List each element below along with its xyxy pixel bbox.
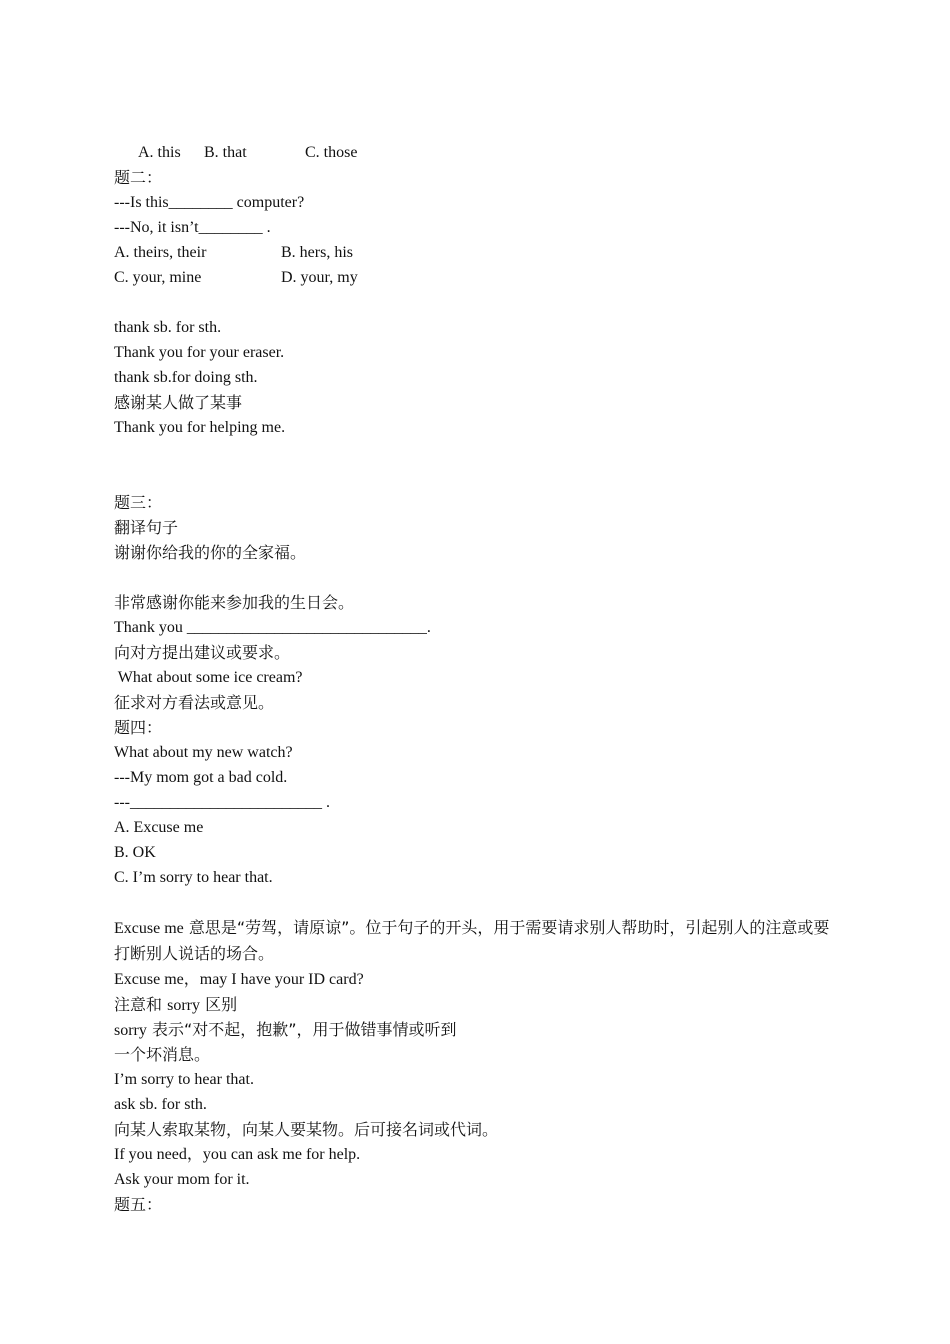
q3-line-7: 征求对方看法或意见。 [114,693,275,712]
q4-option-c: C. I’m sorry to hear that. [114,869,273,886]
q1-option-c: C. those [305,144,358,161]
q2-option-a: A. theirs, their [114,244,207,261]
note2-p1-cn: 意思是“劳驾，请原谅”。位于句子的开头，用于需要请求别人帮助时，引起别人的注意或要打断别人说话的场合。 [114,918,830,963]
q3-line-3: 非常感谢你能来参加我的生日会。 [114,593,355,612]
q2-option-b: B. hers, his [281,244,353,261]
note2-l4-cn: 表示“对不起，抱歉”，用于做错事情或听到 [146,1020,457,1039]
q3-heading: 题三： [114,493,163,512]
q2-options-row-1 [114,240,844,265]
note2-l3-cn2: 区别 [199,995,238,1014]
note1-line-3: thank sb.for doing sth. [114,369,258,386]
q3-line-2: 谢谢你给我的你的全家福。 [114,543,307,562]
q2-option-c: C. your, mine [114,269,202,286]
note2-line-9: If you need，you can ask me for help. [114,1146,361,1163]
q2-option-d: D. your, my [281,269,358,286]
q4-line-3: ---________________________ . [114,794,330,811]
q3-line-4: Thank you ______________________________. [114,619,431,636]
note1-line-5: Thank you for helping me. [114,419,286,436]
note2-line-3 [114,992,844,1017]
note1-line-4: 感谢某人做了某事 [114,393,243,412]
q2-heading: 题二： [114,168,163,187]
note2-l3-en: sorry [167,997,200,1014]
note2-line-8: 向某人索取某物，向某人要某物。后可接名词或代词。 [114,1120,499,1139]
q4-line-1: What about my new watch? [114,744,293,761]
q2-options-row-2 [114,265,844,290]
q3-line-1: 翻译句子 [114,518,179,537]
q1-options [114,115,844,161]
document-content [114,115,844,1217]
note1-line-2: Thank you for your eraser. [114,344,285,361]
note2-l4-en: sorry [114,1022,147,1039]
q4-option-a: A. Excuse me [114,819,204,836]
note2-line-2: Excuse me，may I have your ID card? [114,971,364,988]
q4-heading: 题四： [114,718,163,737]
note2-l3-cn1: 注意和 [114,995,168,1014]
q4-option-b: B. OK [114,844,156,861]
q1-option-b: B. that [204,144,247,161]
note2-p1-en: Excuse me [114,920,184,937]
q1-option-a: A. this [138,144,181,161]
q4-line-2: ---My mom got a bad cold. [114,769,288,786]
note2-line-7: ask sb. for sth. [114,1096,207,1113]
note2-line-10: Ask your mom for it. [114,1171,250,1188]
q5-heading: 题五： [114,1195,163,1214]
note2-line-4 [114,1017,844,1042]
note1-line-1: thank sb. for sth. [114,319,222,336]
q3-line-6: What about some ice cream? [114,669,303,686]
q3-line-5: 向对方提出建议或要求。 [114,643,291,662]
note2-paragraph-1 [114,915,844,967]
q2-line-1: ---Is this________ computer? [114,194,305,211]
note2-line-5: 一个坏消息。 [114,1045,211,1064]
note2-line-6: I’m sorry to hear that. [114,1071,254,1088]
q2-line-2: ---No, it isn’t________ . [114,219,271,236]
